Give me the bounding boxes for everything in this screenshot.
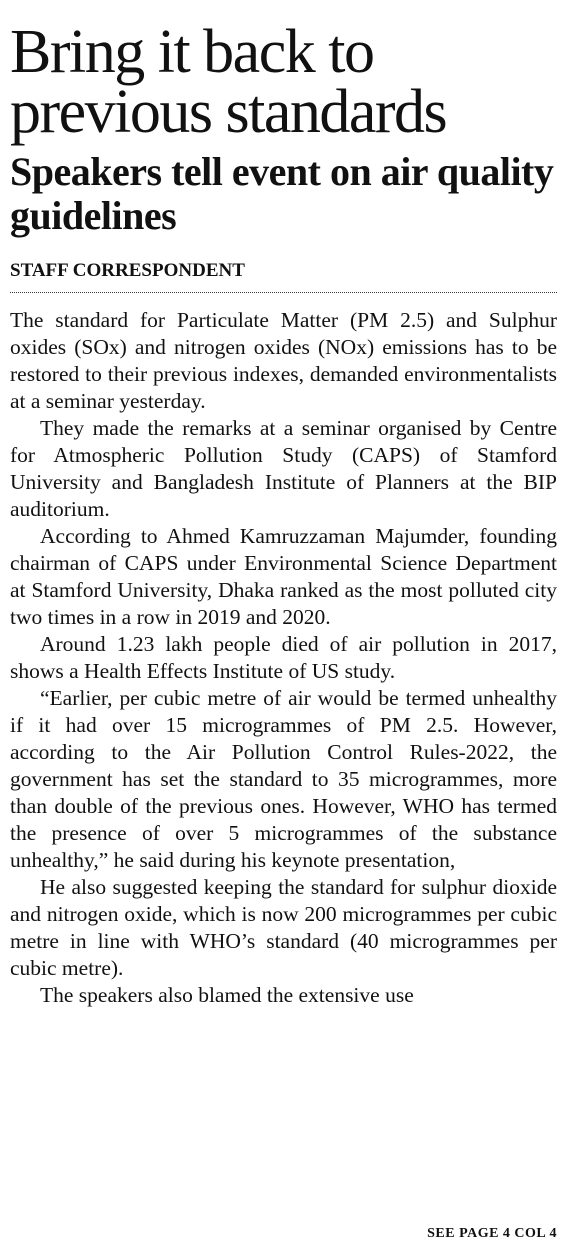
body-paragraph: “Earlier, per cubic metre of air would be termed unhealthy if it had over 15 microgrammes of PM 2.5. However, according to the Air Pollution Control Rules-2022, the government has set the standard to 35 microgrammes, more than double of the previous ones. However, WHO has termed the presence of over 5 microgrammes of the substance unhealthy,” he said during his keynote presentation, xyxy=(10,686,557,872)
body-paragraph: The speakers also blamed the extensive use xyxy=(40,983,414,1007)
news-article xyxy=(10,0,557,1009)
body-paragraph: He also suggested keeping the standard for sulphur dioxide and nitrogen oxide, which is now 200 microgrammes per cubic metre in line with WHO’s standard (40 microgrammes per cubic metre). xyxy=(10,875,557,980)
continuation-note: SEE PAGE 4 COL 4 xyxy=(427,1226,557,1241)
subheadline: Speakers tell event on air quality guidelines xyxy=(10,149,554,238)
body-paragraph: The standard for Particulate Matter (PM 2.5) and Sulphur oxides (SOx) and nitrogen oxides (NOx) emissions has to be restored to their previous indexes, demanded environmentalists at a seminar yesterday. xyxy=(10,308,557,413)
dotted-divider xyxy=(10,292,557,293)
body-paragraph: Around 1.23 lakh people died of air pollution in 2017, shows a Health Effects Institute of US study. xyxy=(10,632,557,683)
body-paragraph: According to Ahmed Kamruzzaman Majumder, founding chairman of CAPS under Environmental Science Department at Stamford University, Dhaka ranked as the most polluted city two times in a row in 2019 and 2020. xyxy=(10,524,557,629)
byline: STAFF CORRESPONDENT xyxy=(10,260,245,281)
body-paragraph: They made the remarks at a seminar organised by Centre for Atmospheric Pollution Study (CAPS) of Stamford University and Bangladesh Institute of Planners at the BIP auditorium. xyxy=(10,416,557,521)
article-body xyxy=(10,307,557,1009)
headline: Bring it back to previous standards xyxy=(10,18,447,146)
